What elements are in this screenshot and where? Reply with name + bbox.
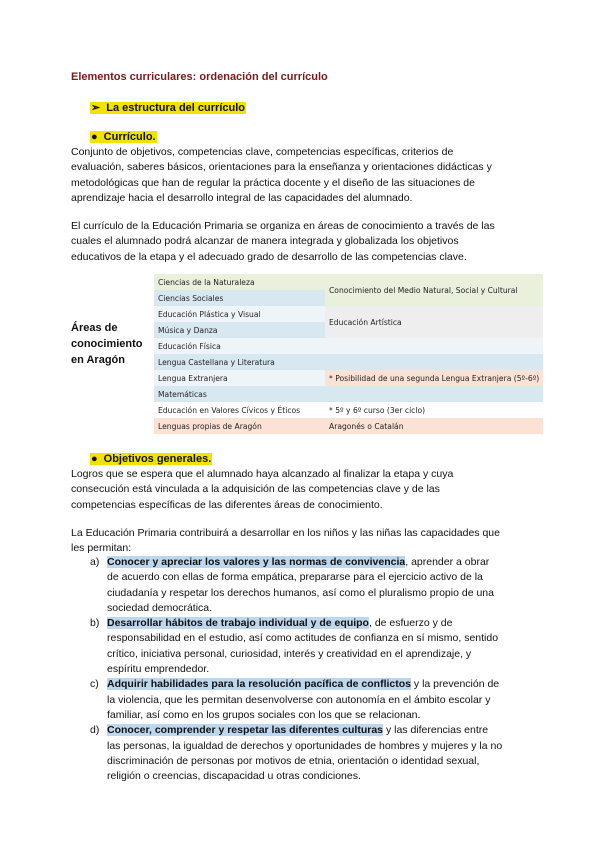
- areas-label-line: conocimiento: [71, 338, 143, 350]
- note-cell: [325, 338, 543, 354]
- list-item: [90, 616, 550, 677]
- list-letter: c): [90, 678, 99, 691]
- text-line: espíritu emprendedor.: [107, 663, 210, 676]
- curriculo-definition: [71, 145, 541, 206]
- section-heading: [90, 101, 246, 114]
- objetivos-definition: [71, 467, 541, 513]
- text-line: metodológicas que han de regular la práctica docente y el diseño de las situaciones de: [71, 176, 475, 189]
- table-row: [154, 354, 543, 370]
- note-cell: [325, 386, 543, 402]
- list-item: [90, 723, 550, 784]
- text-fragment: y las diferencias entre: [383, 724, 489, 737]
- text-line: discriminación de personas por motivos de etnia, orientación o identidad sexual,: [107, 754, 480, 767]
- arrow-bullet-icon: ➢: [91, 102, 101, 114]
- section-heading-text: La estructura del currículo: [106, 102, 245, 114]
- table-row: [154, 402, 543, 418]
- note-cell: Aragonés o Catalán: [325, 418, 543, 434]
- area-cell: Educación en Valores Cívicos y Éticos: [154, 402, 325, 418]
- text-line: de acuerdo con ellas de forma empática, prepararse para el ejercicio activo de la: [107, 571, 483, 584]
- table-row: [154, 370, 543, 386]
- curriculo-heading-text: Currículo.: [103, 131, 156, 143]
- bullet-icon: ●: [91, 453, 98, 465]
- text-line: El currículo de la Educación Primaria se organiza en áreas de conocimiento a través de las: [71, 220, 495, 232]
- curriculo-organization: [71, 219, 541, 265]
- areas-label-line: Áreas de: [71, 322, 118, 334]
- text-line: la violencia, que les permitan desenvolverse con autonomía en el ámbito escolar y: [107, 693, 491, 706]
- text-line: responsabilidad en el estudio, así como actitudes de confianza en sí mismo, sentido: [107, 632, 499, 645]
- text-line: las personas, la igualdad de derechos y oportunidades de hombres y mujeres y la no: [107, 739, 503, 752]
- objetivos-list: [90, 555, 550, 784]
- text-line: religión o creencias, discapacidad u otras condiciones.: [107, 770, 361, 783]
- curriculo-heading: [90, 131, 157, 143]
- list-item: [90, 555, 550, 616]
- table-row: [154, 338, 543, 354]
- area-cell: Ciencias de la Naturaleza: [154, 274, 325, 290]
- table-row: [154, 386, 543, 402]
- text-fragment: y la prevención de: [411, 678, 500, 691]
- text-line: Logros que se espera que el alumnado haya alcanzado al finalizar la etapa y cuya: [71, 468, 454, 480]
- list-letter: b): [90, 617, 100, 630]
- highlighted-text: Conocer y apreciar los valores y las normas de convivencia: [107, 556, 406, 568]
- text-line: les permitan:: [71, 542, 132, 555]
- list-letter: a): [90, 556, 100, 568]
- areas-table: [154, 274, 543, 434]
- area-cell: Lengua Extranjera: [154, 370, 325, 386]
- note-cell: * 5º y 6º curso (3er ciclo): [325, 402, 543, 418]
- note-cell: [325, 354, 543, 370]
- text-line: aprendizaje hacia el desarrollo integral de las capacidades del alumnado.: [71, 191, 413, 204]
- list-letter: d): [90, 724, 100, 737]
- text-line: consecución está vinculada a la adquisición de las competencias clave y de las: [71, 483, 440, 496]
- text-line: cuales el alumnado podrá alcanzar de manera integrada y globalizada los objetivos: [71, 235, 459, 248]
- area-cell: Lengua Castellana y Literatura: [154, 354, 325, 370]
- objetivos-intro: [71, 526, 541, 557]
- table-row: [154, 306, 543, 322]
- area-cell: Lenguas propias de Aragón: [154, 418, 325, 434]
- text-line: familiar, así como en los grupos sociales con los que se relacionan.: [107, 708, 421, 721]
- areas-label-line: en Aragón: [71, 354, 125, 366]
- area-cell: Educación Física: [154, 338, 325, 354]
- page-title: Elementos curriculares: ordenación del currículo: [71, 71, 328, 83]
- highlighted-text: Adquirir habilidades para la resolución pacífica de conflictos: [107, 678, 411, 691]
- objetivos-heading-text: Objetivos generales.: [103, 453, 212, 465]
- table-row: [154, 418, 543, 434]
- area-cell: Matemáticas: [154, 386, 325, 402]
- text-line: evaluación, saberes básicos, orientaciones para la enseñanza y orientaciones didácticas y: [71, 161, 492, 174]
- area-cell: Educación Plástica y Visual: [154, 306, 325, 322]
- table-row: [154, 274, 543, 290]
- bullet-icon: ●: [91, 131, 98, 143]
- note-cell: Conocimiento del Medio Natural, Social y Cultural: [325, 274, 543, 306]
- area-cell: Música y Danza: [154, 322, 325, 338]
- note-cell: Educación Artística: [325, 306, 543, 338]
- highlighted-text: Desarrollar hábitos de trabajo individual y de equipo: [107, 617, 369, 630]
- highlighted-text: Conocer, comprender y respetar las diferentes culturas: [107, 724, 384, 737]
- note-cell: * Posibilidad de una segunda Lengua Extranjera (5º-6º): [325, 370, 543, 386]
- text-line: La Educación Primaria contribuirá a desarrollar en los niños y las niñas las capacidades que: [71, 527, 500, 539]
- text-line: ciudadanía y respetar los derechos humanos, así como el pluralismo propio de una: [107, 586, 494, 599]
- text-fragment: , aprender a obrar: [405, 556, 490, 568]
- list-item: [90, 677, 550, 723]
- text-line: competencias específicas de las diferentes áreas de conocimiento.: [71, 498, 383, 511]
- text-line: Conjunto de objetivos, competencias clave, competencias específicas, criterios de: [71, 146, 454, 158]
- text-line: crítico, iniciativa personal, curiosidad, interés y creatividad en el aprendizaje, y: [107, 647, 472, 660]
- areas-label: [71, 320, 143, 368]
- text-fragment: , de esfuerzo y de: [368, 617, 453, 630]
- text-line: educativos de la etapa y el adecuado grado de desarrollo de las competencias clave.: [71, 250, 467, 263]
- objetivos-heading: [90, 453, 212, 465]
- area-cell: Ciencias Sociales: [154, 290, 325, 306]
- text-line: sociedad democrática.: [107, 601, 213, 614]
